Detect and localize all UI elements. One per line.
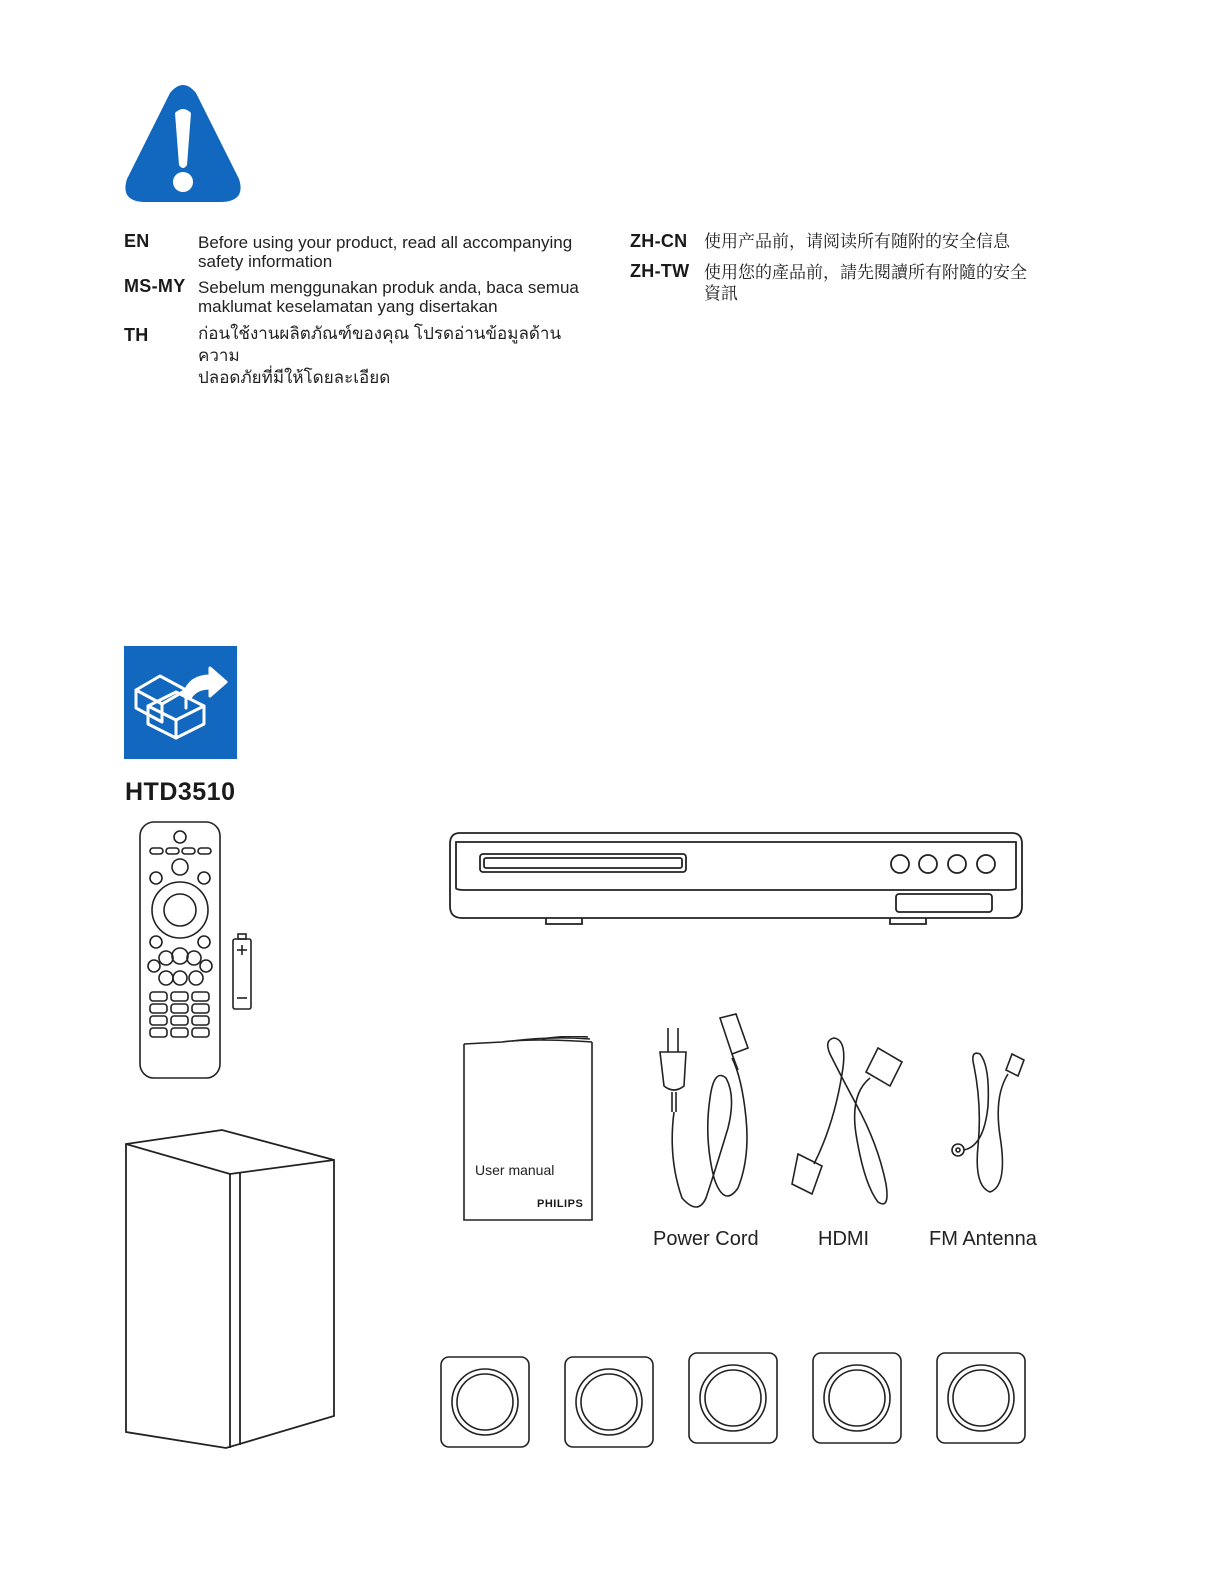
manual-title: User manual (475, 1162, 555, 1178)
hdmi-label: HDMI (818, 1228, 870, 1250)
safety-row-ms-my (124, 277, 584, 317)
speaker-illustration-5 (934, 1350, 1028, 1446)
safety-row-zh-cn (630, 232, 1090, 256)
safety-text-en-line1: Before using your product, read all accompanying (198, 233, 573, 252)
warning-icon (122, 83, 244, 205)
speaker-illustration-4 (810, 1350, 904, 1446)
safety-row-zh-tw (630, 262, 1090, 306)
safety-text-ms-line1: Sebelum menggunakan produk anda, baca semua (198, 278, 579, 297)
safety-text-zhtw-line1: 使用您的產品前，請先閱讀所有附隨的安全 (704, 263, 1027, 282)
hdmi-cable-illustration (790, 1034, 912, 1212)
manual-brand: PHILIPS (537, 1198, 584, 1210)
safety-text-zhcn-line1: 使用产品前，请阅读所有随附的安全信息 (704, 232, 1010, 251)
power-cord-illustration (654, 1008, 754, 1220)
speaker-illustration-3 (686, 1350, 780, 1446)
safety-row-th (124, 323, 584, 387)
safety-text-th-line1: ก่อนใช้งานผลิตภัณฑ์ของคุณ โปรดอ่านข้อมูลด้านความ (198, 324, 562, 365)
safety-text-th-line2: ปลอดภัยที่มีให้โดยละเอียด (198, 368, 391, 387)
model-number: HTD3510 (125, 778, 236, 806)
speaker-illustration-2 (562, 1354, 656, 1450)
fm-antenna-label: FM Antenna (929, 1228, 1037, 1250)
subwoofer-illustration (122, 1126, 340, 1452)
safety-text-ms-line2: maklumat keselamatan yang disertakan (198, 297, 498, 316)
lang-code-zh-cn: ZH-CN (630, 231, 688, 251)
fm-antenna-illustration (944, 1046, 1030, 1196)
safety-row-en (124, 232, 584, 272)
remote-control-illustration (138, 820, 222, 1082)
lang-code-ms-my: MS-MY (124, 276, 186, 296)
lang-code-en: EN (124, 231, 150, 251)
user-manual-illustration (462, 1036, 596, 1224)
lang-code-th: TH (124, 325, 149, 345)
safety-text-zhtw-line2: 資訊 (704, 284, 738, 303)
speaker-illustration-1 (438, 1354, 532, 1450)
battery-illustration (230, 932, 256, 1012)
power-cord-label: Power Cord (653, 1228, 759, 1250)
box-contents-icon (124, 646, 237, 759)
lang-code-zh-tw: ZH-TW (630, 261, 690, 281)
safety-text-en-line2: safety information (198, 252, 333, 271)
home-theater-unit-illustration (446, 830, 1026, 930)
